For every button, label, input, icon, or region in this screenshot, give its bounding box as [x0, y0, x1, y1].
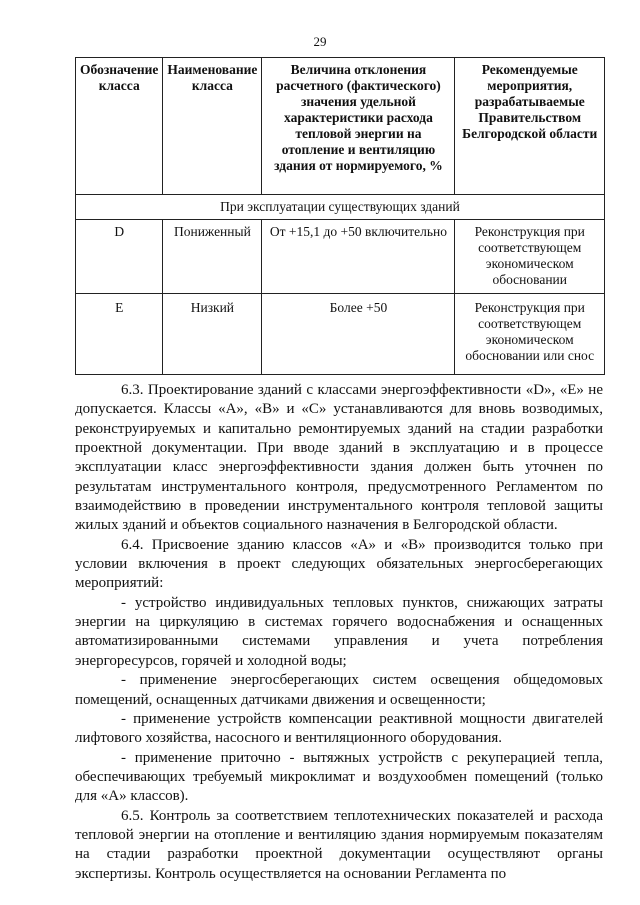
- header-class-name: Наименование класса: [163, 58, 262, 195]
- table-subheader: При эксплуатации существующих зданий: [76, 195, 605, 220]
- paragraph-6-3: 6.3. Проектирование зданий с классами энергоэффективности «D», «E» не допускается. Классы «А», «В» и «С» устанавливаются для вновь возводимых, реконструируемых и капитально ремонтируемых зданий на стадии разработки проектной документации. При вводе зданий в эксплуатацию и в процессе эксплуатации класс энергоэффективности здания должен быть уточнен по результатам инструментального контроля, предусмотренного Регламентом по взаимодействию в проведении инструментального контроля тепловой защиты жилых зданий и объектов социального назначения в Белгородской области.: [75, 382, 603, 534]
- header-deviation: Величина отклонения расчетного (фактического) значения удельной характеристики расхода тепловой энергии на отопление и вентиляцию здания от нормируемого, %: [262, 58, 455, 195]
- cell-class-code: D: [76, 220, 163, 294]
- header-measures: Рекомендуемые мероприятия, разрабатываемые Правительством Белгородской области: [455, 58, 605, 195]
- energy-class-table: [75, 57, 605, 375]
- list-item: - применение энергосберегающих систем освещения общедомовых помещений, оснащенных датчиками движения и освещенности;: [75, 672, 603, 708]
- body-text: [75, 381, 603, 884]
- page-number: 29: [313, 34, 327, 49]
- cell-deviation: Более +50: [262, 294, 455, 375]
- list-item: - применение приточно - вытяжных устройств с рекуперацией тепла, обеспечивающих требуемый микроклимат и воздухообмен помещений (только для «А» классов).: [75, 749, 603, 805]
- list-item: - устройство индивидуальных тепловых пунктов, снижающих затраты энергии на циркуляцию в системах горячего водоснабжения и оснащенных автоматизированными системами управления и учета потребления энергоресурсов, горячей и холодной воды;: [75, 594, 603, 669]
- cell-deviation: От +15,1 до +50 включительно: [262, 220, 455, 294]
- table-subheader-row: [76, 195, 605, 220]
- cell-class-name: Низкий: [163, 294, 262, 375]
- header-class-code: Обозначение класса: [76, 58, 163, 195]
- table-row: [76, 294, 605, 375]
- list-item: - применение устройств компенсации реактивной мощности двигателей лифтового хозяйства, насосного и вентиляционного оборудования.: [75, 710, 603, 747]
- paragraph-6-4: 6.4. Присвоение зданию классов «А» и «В» производится только при условии включения в проект следующих обязательных энергосберегающих мероприятий:: [75, 536, 603, 592]
- cell-measures: Реконструкция при соответствующем экономическом обосновании или снос: [455, 294, 605, 375]
- cell-class-name: Пониженный: [163, 220, 262, 294]
- paragraph-6-5: 6.5. Контроль за соответствием теплотехнических показателей и расхода тепловой энергии на отопление и вентиляцию здания нормируемым показателям на стадии разработки проектной документации осуществляют органы экспертизы. Контроль осуществляется на основании Регламента по: [75, 807, 603, 882]
- table-header-row: [76, 58, 605, 195]
- cell-class-code: E: [76, 294, 163, 375]
- table-row: [76, 220, 605, 294]
- cell-measures: Реконструкция при соответствующем экономическом обосновании: [455, 220, 605, 294]
